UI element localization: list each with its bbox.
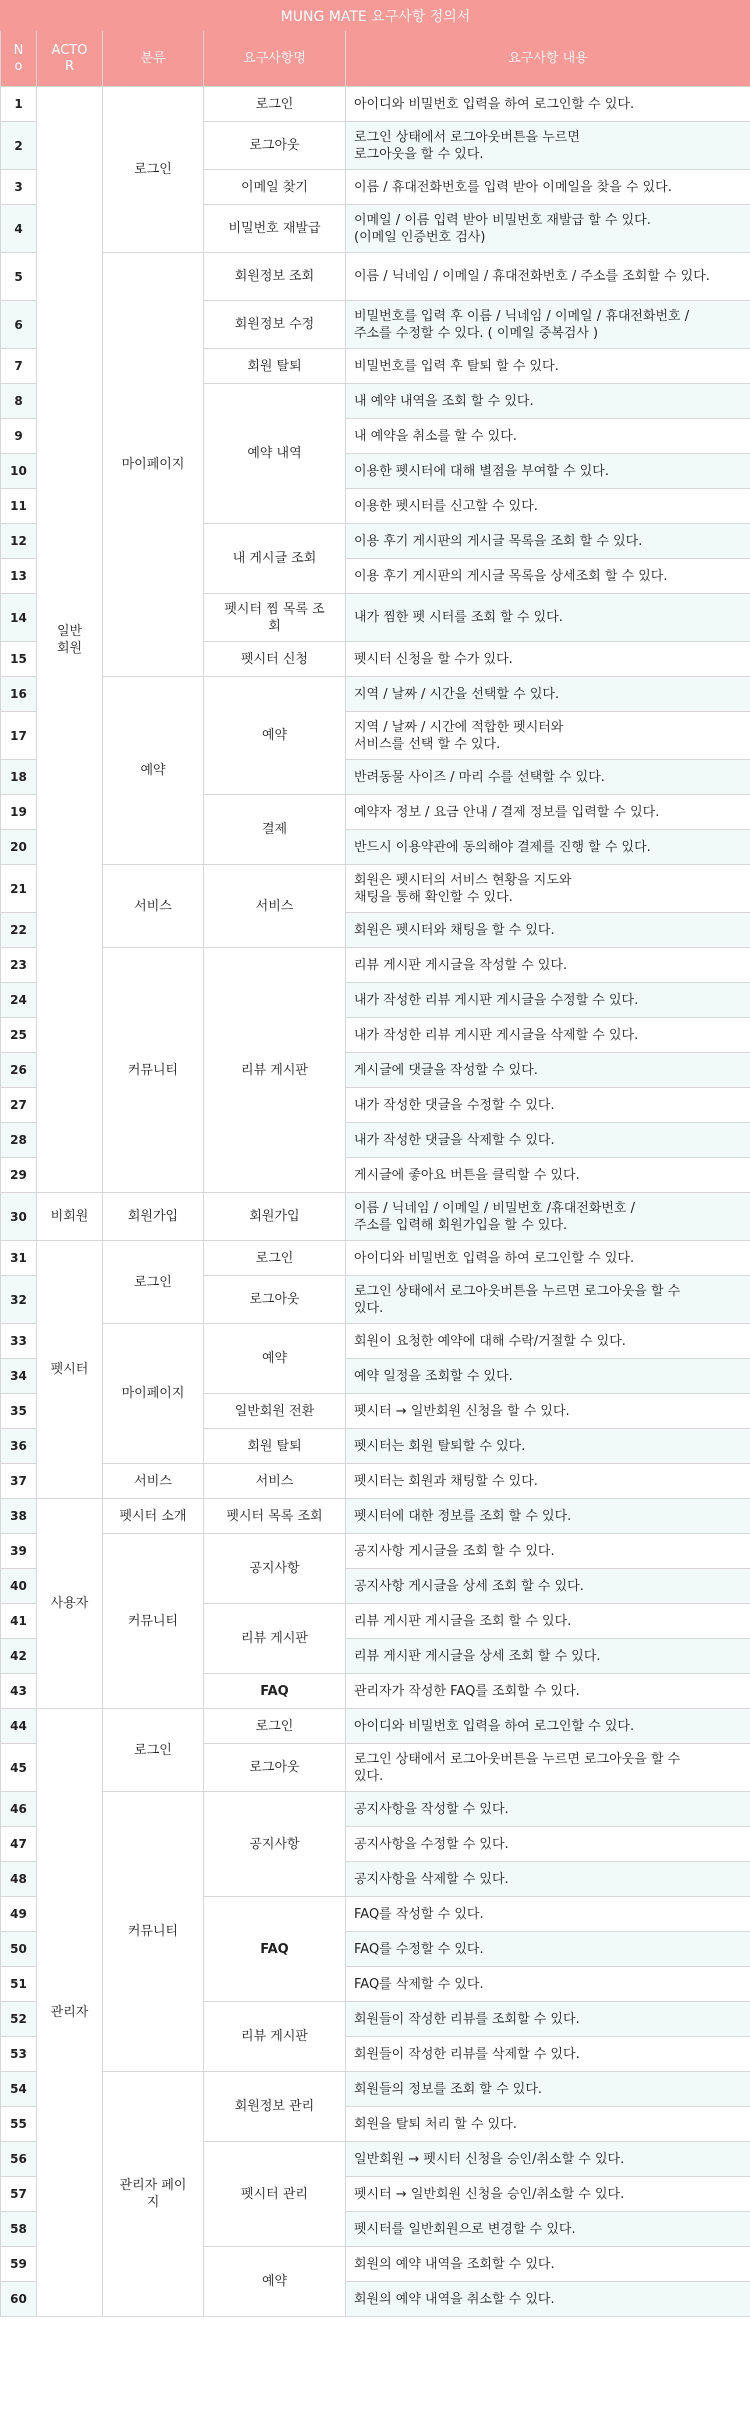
requirement-content-cell: 지역 / 날짜 / 시간을 선택할 수 있다.: [346, 677, 750, 712]
requirement-name-cell: FAQ: [204, 1897, 346, 2002]
requirement-content-cell: 이용한 펫시터에 대해 별점을 부여할 수 있다.: [346, 454, 750, 489]
requirement-content-cell: 회원은 펫시터의 서비스 현황을 지도와 채팅을 통해 확인할 수 있다.: [346, 865, 750, 913]
table-row: [1, 2072, 750, 2107]
requirement-name-cell: 로그아웃: [204, 1276, 346, 1324]
requirement-content-cell: 공지사항을 작성할 수 있다.: [346, 1792, 750, 1827]
category-cell: 로그인: [103, 1709, 204, 1792]
table-row: [1, 948, 750, 983]
row-number: 12: [1, 524, 37, 559]
row-number: 23: [1, 948, 37, 983]
requirement-content-cell: 리뷰 게시판 게시글을 조회 할 수 있다.: [346, 1604, 750, 1639]
row-number: 25: [1, 1018, 37, 1053]
requirement-content-cell: 회원은 펫시터와 채팅을 할 수 있다.: [346, 913, 750, 948]
row-number: 51: [1, 1967, 37, 2002]
requirement-content-cell: 이름 / 휴대전화번호를 입력 받아 이메일을 찾을 수 있다.: [346, 170, 750, 205]
row-number: 4: [1, 205, 37, 253]
table-row: [1, 1324, 750, 1359]
row-number: 18: [1, 760, 37, 795]
row-number: 33: [1, 1324, 37, 1359]
row-number: 34: [1, 1359, 37, 1394]
requirement-content-cell: 아이디와 비밀번호 입력을 하여 로그인할 수 있다.: [346, 1241, 750, 1276]
table-row: [1, 1464, 750, 1499]
requirement-content-cell: 회원들이 작성한 리뷰를 조회할 수 있다.: [346, 2002, 750, 2037]
row-number: 30: [1, 1193, 37, 1241]
row-number: 55: [1, 2107, 37, 2142]
actor-cell: 관리자: [37, 1709, 103, 2317]
requirement-name-cell: 리뷰 게시판: [204, 948, 346, 1193]
requirement-name-cell: 공지사항: [204, 1534, 346, 1604]
requirement-content-cell: 회원을 탈퇴 처리 할 수 있다.: [346, 2107, 750, 2142]
requirement-content-cell: 내가 작성한 리뷰 게시판 게시글을 수정할 수 있다.: [346, 983, 750, 1018]
requirement-name-cell: 펫시터 목록 조회: [204, 1499, 346, 1534]
category-cell: 커뮤니티: [103, 948, 204, 1193]
row-number: 41: [1, 1604, 37, 1639]
category-cell: 서비스: [103, 865, 204, 948]
requirement-content-cell: 펫시터 → 일반회원 신청을 할 수 있다.: [346, 1394, 750, 1429]
actor-cell: 펫시터: [37, 1241, 103, 1499]
requirement-name-cell: 예약 내역: [204, 384, 346, 524]
category-cell: 서비스: [103, 1464, 204, 1499]
requirement-content-cell: 아이디와 비밀번호 입력을 하여 로그인할 수 있다.: [346, 87, 750, 122]
row-number: 6: [1, 301, 37, 349]
row-number: 26: [1, 1053, 37, 1088]
requirement-content-cell: 펫시터는 회원 탈퇴할 수 있다.: [346, 1429, 750, 1464]
requirement-name-cell: 리뷰 게시판: [204, 2002, 346, 2072]
requirement-content-cell: 일반회원 → 펫시터 신청을 승인/취소할 수 있다.: [346, 2142, 750, 2177]
table-row: [1, 1534, 750, 1569]
requirement-name-cell: 서비스: [204, 865, 346, 948]
requirement-content-cell: 로그인 상태에서 로그아웃버튼을 누르면 로그아웃을 할 수 있다.: [346, 1744, 750, 1792]
requirement-content-cell: 내가 작성한 댓글을 삭제할 수 있다.: [346, 1123, 750, 1158]
row-number: 50: [1, 1932, 37, 1967]
table-row: [1, 87, 750, 122]
row-number: 42: [1, 1639, 37, 1674]
requirement-content-cell: 이용한 펫시터를 신고할 수 있다.: [346, 489, 750, 524]
requirement-content-cell: 반려동물 사이즈 / 마리 수를 선택할 수 있다.: [346, 760, 750, 795]
requirement-content-cell: 펫시터를 일반회원으로 변경할 수 있다.: [346, 2212, 750, 2247]
row-number: 10: [1, 454, 37, 489]
category-cell: 관리자 페이 지: [103, 2072, 204, 2317]
requirement-content-cell: 이름 / 닉네임 / 이메일 / 비밀번호 /휴대전화번호 / 주소를 입력해 회원가입을 할 수 있다.: [346, 1193, 750, 1241]
row-number: 56: [1, 2142, 37, 2177]
requirement-name-cell: 공지사항: [204, 1792, 346, 1897]
requirement-name-cell: 로그인: [204, 1241, 346, 1276]
row-number: 11: [1, 489, 37, 524]
requirement-content-cell: 리뷰 게시판 게시글을 작성할 수 있다.: [346, 948, 750, 983]
requirement-name-cell: 회원정보 관리: [204, 2072, 346, 2142]
requirement-content-cell: 로그인 상태에서 로그아웃버튼을 누르면 로그아웃을 할 수 있다.: [346, 122, 750, 170]
table-row: [1, 865, 750, 913]
category-cell: 펫시터 소개: [103, 1499, 204, 1534]
requirement-name-cell: 리뷰 게시판: [204, 1604, 346, 1674]
row-number: 28: [1, 1123, 37, 1158]
requirement-content-cell: 내가 작성한 댓글을 수정할 수 있다.: [346, 1088, 750, 1123]
requirement-name-cell: 비밀번호 재발급: [204, 205, 346, 253]
row-number: 17: [1, 712, 37, 760]
requirement-content-cell: 비밀번호를 입력 후 탈퇴 할 수 있다.: [346, 349, 750, 384]
actor-cell: 일반 회원: [37, 87, 103, 1193]
requirement-content-cell: 회원이 요청한 예약에 대해 수락/거절할 수 있다.: [346, 1324, 750, 1359]
requirement-name-cell: 예약: [204, 1324, 346, 1394]
table-row: [1, 1241, 750, 1276]
category-cell: 커뮤니티: [103, 1792, 204, 2072]
row-number: 46: [1, 1792, 37, 1827]
row-number: 40: [1, 1569, 37, 1604]
requirement-name-cell: 회원 탈퇴: [204, 349, 346, 384]
requirement-name-cell: 일반회원 전환: [204, 1394, 346, 1429]
requirement-name-cell: 서비스: [204, 1464, 346, 1499]
row-number: 35: [1, 1394, 37, 1429]
requirement-name-cell: 로그인: [204, 1709, 346, 1744]
requirement-content-cell: 아이디와 비밀번호 입력을 하여 로그인할 수 있다.: [346, 1709, 750, 1744]
row-number: 8: [1, 384, 37, 419]
row-number: 1: [1, 87, 37, 122]
header-category: 분류: [103, 31, 204, 87]
requirement-content-cell: 펫시터에 대한 정보를 조회 할 수 있다.: [346, 1499, 750, 1534]
requirement-content-cell: 내가 찜한 펫 시터를 조회 할 수 있다.: [346, 594, 750, 642]
row-number: 53: [1, 2037, 37, 2072]
row-number: 60: [1, 2282, 37, 2317]
requirement-content-cell: 공지사항을 삭제할 수 있다.: [346, 1862, 750, 1897]
requirement-content-cell: 예약 일정을 조회할 수 있다.: [346, 1359, 750, 1394]
requirement-name-cell: 결제: [204, 795, 346, 865]
row-number: 36: [1, 1429, 37, 1464]
requirement-name-cell: 펫시터 관리: [204, 2142, 346, 2247]
requirement-content-cell: 관리자가 작성한 FAQ를 조회할 수 있다.: [346, 1674, 750, 1709]
category-cell: 커뮤니티: [103, 1534, 204, 1709]
requirement-content-cell: 회원들이 작성한 리뷰를 삭제할 수 있다.: [346, 2037, 750, 2072]
category-cell: 로그인: [103, 87, 204, 253]
row-number: 21: [1, 865, 37, 913]
row-number: 49: [1, 1897, 37, 1932]
table-row: [1, 1499, 750, 1534]
requirement-content-cell: 공지사항 게시글을 조회 할 수 있다.: [346, 1534, 750, 1569]
requirement-content-cell: 반드시 이용약관에 동의해야 결제를 진행 할 수 있다.: [346, 830, 750, 865]
row-number: 14: [1, 594, 37, 642]
row-number: 19: [1, 795, 37, 830]
row-number: 37: [1, 1464, 37, 1499]
requirement-name-cell: 로그아웃: [204, 1744, 346, 1792]
document-title: MUNG MATE 요구사항 정의서: [1, 1, 750, 31]
category-cell: 로그인: [103, 1241, 204, 1324]
header-actor: ACTO R: [37, 31, 103, 87]
row-number: 44: [1, 1709, 37, 1744]
row-number: 15: [1, 642, 37, 677]
category-cell: 마이페이지: [103, 253, 204, 677]
category-cell: 마이페이지: [103, 1324, 204, 1464]
requirement-name-cell: 로그아웃: [204, 122, 346, 170]
requirement-content-cell: 펫시터 신청을 할 수가 있다.: [346, 642, 750, 677]
row-number: 47: [1, 1827, 37, 1862]
requirement-name-cell: 예약: [204, 677, 346, 795]
requirement-content-cell: FAQ를 작성할 수 있다.: [346, 1897, 750, 1932]
requirement-content-cell: 비밀번호를 입력 후 이름 / 닉네임 / 이메일 / 휴대전화번호 / 주소를 수정할 수 있다. ( 이메일 중복검사 ): [346, 301, 750, 349]
requirement-name-cell: 회원가입: [204, 1193, 346, 1241]
requirement-content-cell: 내 예약을 취소를 할 수 있다.: [346, 419, 750, 454]
requirement-content-cell: 회원의 예약 내역을 조회할 수 있다.: [346, 2247, 750, 2282]
requirement-content-cell: 이름 / 닉네임 / 이메일 / 휴대전화번호 / 주소를 조회할 수 있다.: [346, 253, 750, 301]
requirement-name-cell: 로그인: [204, 87, 346, 122]
row-number: 20: [1, 830, 37, 865]
header-no: N o: [1, 31, 37, 87]
actor-cell: 비회원: [37, 1193, 103, 1241]
requirement-name-cell: 예약: [204, 2247, 346, 2317]
requirement-name-cell: 이메일 찾기: [204, 170, 346, 205]
requirement-name-cell: 펫시터 신청: [204, 642, 346, 677]
table-row: [1, 677, 750, 712]
requirement-name-cell: 펫시터 찜 목록 조 회: [204, 594, 346, 642]
requirement-content-cell: 회원들의 정보를 조회 할 수 있다.: [346, 2072, 750, 2107]
row-number: 43: [1, 1674, 37, 1709]
requirement-content-cell: 이메일 / 이름 입력 받아 비밀번호 재발급 할 수 있다. (이메일 인증번호 검사): [346, 205, 750, 253]
table-row: [1, 1792, 750, 1827]
row-number: 3: [1, 170, 37, 205]
row-number: 39: [1, 1534, 37, 1569]
requirement-content-cell: 지역 / 날짜 / 시간에 적합한 펫시터와 서비스를 선택 할 수 있다.: [346, 712, 750, 760]
table-row: [1, 1709, 750, 1744]
table-row: [1, 1193, 750, 1241]
requirement-content-cell: 예약자 정보 / 요금 안내 / 결제 정보를 입력할 수 있다.: [346, 795, 750, 830]
requirement-content-cell: 로그인 상태에서 로그아웃버튼을 누르면 로그아웃을 할 수 있다.: [346, 1276, 750, 1324]
row-number: 54: [1, 2072, 37, 2107]
row-number: 45: [1, 1744, 37, 1792]
requirement-content-cell: 게시글에 좋아요 버튼을 클릭할 수 있다.: [346, 1158, 750, 1193]
row-number: 52: [1, 2002, 37, 2037]
row-number: 5: [1, 253, 37, 301]
row-number: 9: [1, 419, 37, 454]
requirement-content-cell: 펫시터 → 일반회원 신청을 승인/취소할 수 있다.: [346, 2177, 750, 2212]
requirement-content-cell: 공지사항 게시글을 상세 조회 할 수 있다.: [346, 1569, 750, 1604]
row-number: 59: [1, 2247, 37, 2282]
requirement-content-cell: 게시글에 댓글을 작성할 수 있다.: [346, 1053, 750, 1088]
header-requirement-name: 요구사항명: [204, 31, 346, 87]
requirement-content-cell: 내 예약 내역을 조회 할 수 있다.: [346, 384, 750, 419]
row-number: 7: [1, 349, 37, 384]
row-number: 29: [1, 1158, 37, 1193]
requirement-name-cell: 회원정보 조회: [204, 253, 346, 301]
table-row: [1, 253, 750, 301]
requirement-content-cell: 펫시터는 회원과 채팅할 수 있다.: [346, 1464, 750, 1499]
category-cell: 회원가입: [103, 1193, 204, 1241]
row-number: 31: [1, 1241, 37, 1276]
requirement-content-cell: 회원의 예약 내역을 취소할 수 있다.: [346, 2282, 750, 2317]
row-number: 24: [1, 983, 37, 1018]
requirement-content-cell: 내가 작성한 리뷰 게시판 게시글을 삭제할 수 있다.: [346, 1018, 750, 1053]
category-cell: 예약: [103, 677, 204, 865]
requirement-content-cell: 공지사항을 수정할 수 있다.: [346, 1827, 750, 1862]
row-number: 57: [1, 2177, 37, 2212]
requirement-name-cell: 회원 탈퇴: [204, 1429, 346, 1464]
requirement-content-cell: FAQ를 삭제할 수 있다.: [346, 1967, 750, 2002]
requirement-content-cell: 이용 후기 게시판의 게시글 목록을 상세조회 할 수 있다.: [346, 559, 750, 594]
requirement-content-cell: 이용 후기 게시판의 게시글 목록을 조회 할 수 있다.: [346, 524, 750, 559]
requirement-name-cell: FAQ: [204, 1674, 346, 1709]
requirement-name-cell: 내 게시글 조회: [204, 524, 346, 594]
row-number: 22: [1, 913, 37, 948]
row-number: 58: [1, 2212, 37, 2247]
row-number: 27: [1, 1088, 37, 1123]
row-number: 48: [1, 1862, 37, 1897]
row-number: 13: [1, 559, 37, 594]
row-number: 16: [1, 677, 37, 712]
row-number: 2: [1, 122, 37, 170]
row-number: 38: [1, 1499, 37, 1534]
requirement-name-cell: 회원정보 수정: [204, 301, 346, 349]
row-number: 32: [1, 1276, 37, 1324]
actor-cell: 사용자: [37, 1499, 103, 1709]
requirement-content-cell: 리뷰 게시판 게시글을 상세 조회 할 수 있다.: [346, 1639, 750, 1674]
requirement-content-cell: FAQ를 수정할 수 있다.: [346, 1932, 750, 1967]
header-requirement-content: 요구사항 내용: [346, 31, 750, 87]
